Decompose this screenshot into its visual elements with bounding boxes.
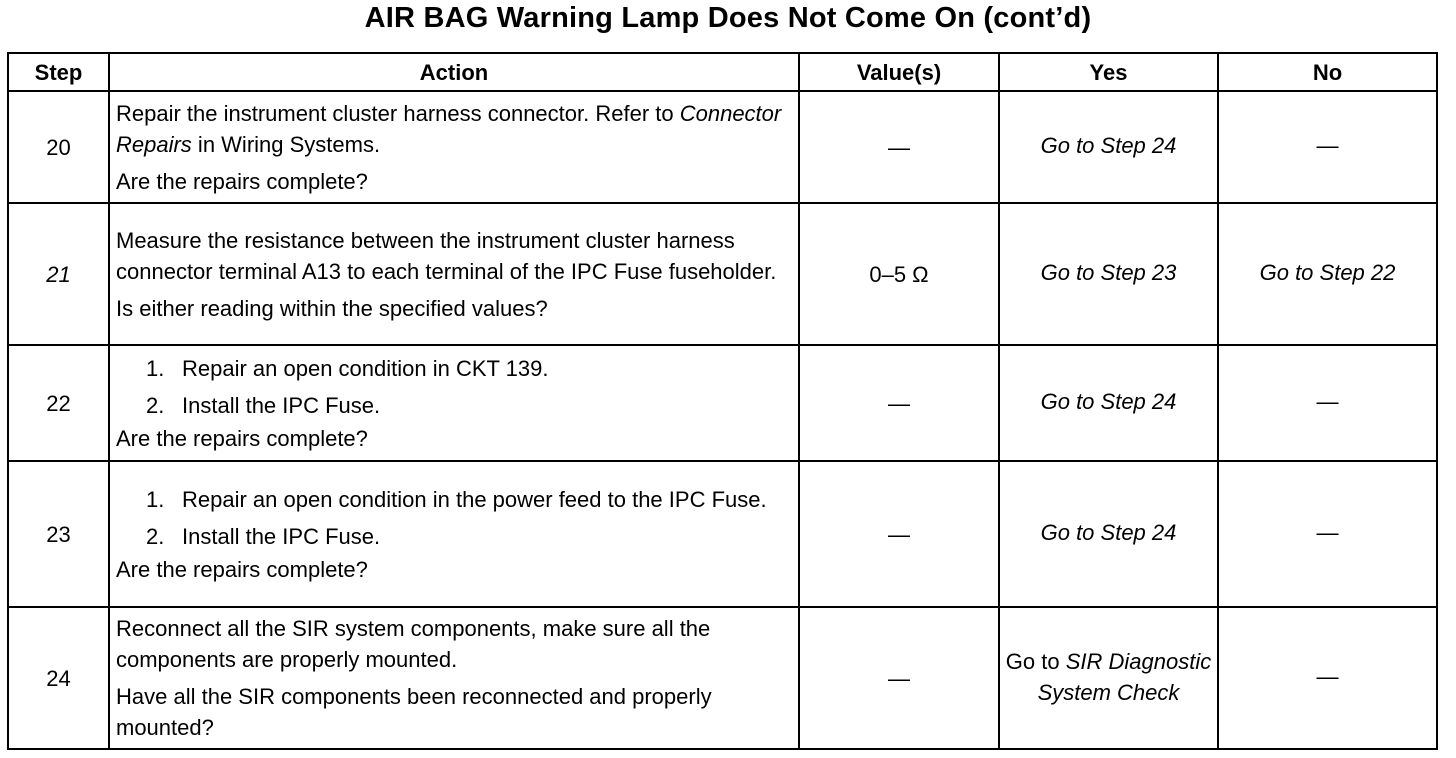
action-text: Repair the instrument cluster harness connector. Refer to [116, 100, 680, 126]
yes-prefix: Go to [1005, 648, 1066, 674]
table-row-step-20 [8, 91, 1437, 203]
step-number: 21 [8, 203, 109, 345]
list-item-text: Install the IPC Fuse. [182, 523, 381, 549]
yes-reference: SIR Diagnostic System Check [1037, 648, 1212, 705]
action-question: Are the repairs complete? [116, 168, 368, 194]
action-text: Reconnect all the SIR system components, make sure all the components are properly mounted. [116, 616, 711, 672]
header-yes: Yes [999, 53, 1218, 91]
value-cell: — [799, 345, 999, 461]
action-question: Is either reading within the specified values? [116, 295, 548, 321]
action-list [116, 353, 792, 421]
yes-link-text [1001, 646, 1216, 708]
step-number: 23 [8, 461, 109, 607]
header-no: No [1218, 53, 1437, 91]
action-cell [109, 345, 799, 461]
table-row-step-22 [8, 345, 1437, 461]
list-item-number: 1. [146, 355, 165, 381]
list-item-text: Repair an open condition in CKT 139. [182, 355, 549, 381]
action-text-end: in Wiring Systems. [191, 131, 381, 157]
header-row [8, 53, 1437, 91]
list-item-number: 2. [146, 523, 165, 549]
diagnostic-table [7, 52, 1438, 750]
yes-cell [999, 607, 1218, 749]
no-cell: Go to Step 22 [1218, 203, 1437, 345]
table-row-step-23 [8, 461, 1437, 607]
header-values: Value(s) [799, 53, 999, 91]
yes-cell: Go to Step 23 [999, 203, 1218, 345]
yes-cell: Go to Step 24 [999, 345, 1218, 461]
value-cell: — [799, 91, 999, 203]
action-list [116, 484, 792, 552]
page-title: AIR BAG Warning Lamp Does Not Come On (cont’d) [364, 2, 1092, 34]
list-item-text: Repair an open condition in the power feed to the IPC Fuse. [182, 486, 767, 512]
step-number: 24 [8, 607, 109, 749]
action-cell [109, 461, 799, 607]
list-item [146, 521, 792, 552]
no-cell: — [1218, 607, 1437, 749]
list-item-text: Install the IPC Fuse. [182, 392, 381, 418]
action-question: Are the repairs complete? [116, 425, 368, 451]
yes-cell: Go to Step 24 [999, 461, 1218, 607]
list-item [146, 484, 792, 515]
list-item [146, 353, 792, 384]
header-action: Action [109, 53, 799, 91]
value-cell: — [799, 461, 999, 607]
step-number: 22 [8, 345, 109, 461]
action-question: Have all the SIR components been reconnected and properly mounted? [116, 684, 712, 740]
step-number: 20 [8, 91, 109, 203]
value-cell: 0–5 Ω [799, 203, 999, 345]
no-cell: — [1218, 461, 1437, 607]
action-cell [109, 607, 799, 749]
action-reference: Connector Repairs [116, 100, 782, 157]
action-question: Are the repairs complete? [116, 556, 368, 582]
no-cell: — [1218, 345, 1437, 461]
action-text: Measure the resistance between the instrument cluster harness connector terminal A13 to each terminal of the IPC Fuse fuseholder. [116, 227, 777, 284]
header-step: Step [8, 53, 109, 91]
list-item-number: 1. [146, 486, 165, 512]
table-row-step-21 [8, 203, 1437, 345]
action-cell [109, 91, 799, 203]
list-item-number: 2. [146, 392, 165, 418]
table-row-step-24 [8, 607, 1437, 749]
yes-cell: Go to Step 24 [999, 91, 1218, 203]
list-item [146, 390, 792, 421]
value-cell: — [799, 607, 999, 749]
no-cell: — [1218, 91, 1437, 203]
action-cell [109, 203, 799, 345]
